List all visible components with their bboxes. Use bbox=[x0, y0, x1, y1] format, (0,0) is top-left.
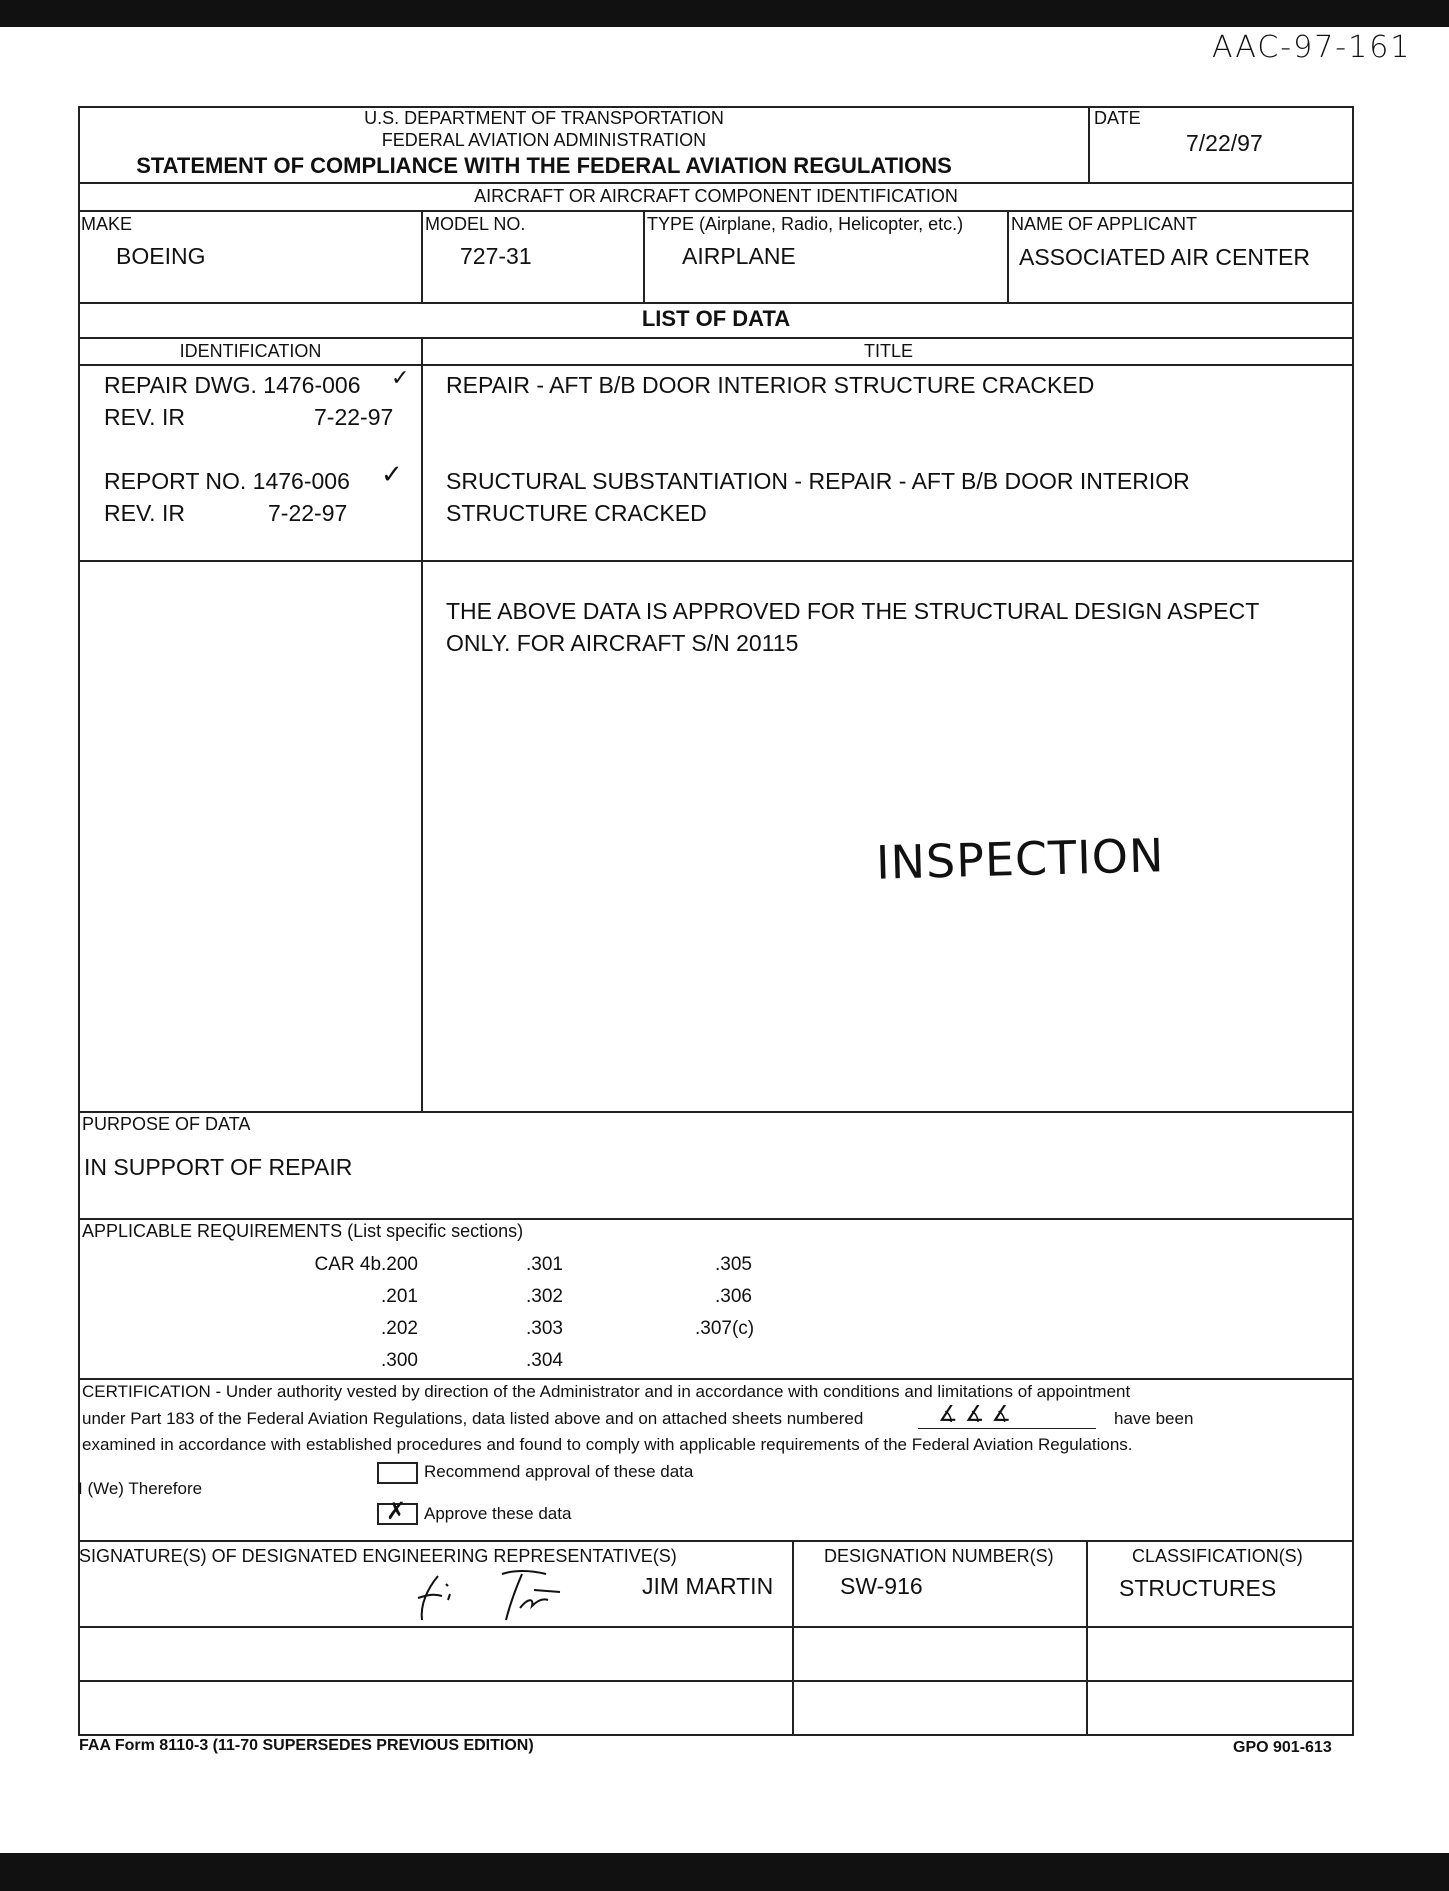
designation-number: SW-916 bbox=[840, 1573, 923, 1599]
certification-line2-suffix: have been bbox=[1114, 1409, 1194, 1428]
approve-data-label: Approve these data bbox=[424, 1504, 572, 1523]
sheet-numbers: ∡ ∡ ∡ bbox=[938, 1402, 1012, 1427]
data-item-2-title-line2: STRUCTURE CRACKED bbox=[446, 500, 707, 526]
date-label: DATE bbox=[1094, 108, 1141, 128]
make-label: MAKE bbox=[81, 214, 133, 234]
requirement-section: .202 bbox=[381, 1318, 418, 1339]
certification-line2: under Part 183 of the Federal Aviation Regulations, data listed above and on attached sheets numbered bbox=[82, 1409, 864, 1428]
check-mark: ✓ bbox=[381, 460, 403, 490]
requirement-section: .304 bbox=[526, 1350, 563, 1371]
handwritten-doc-ref: AAC-97-161 bbox=[1212, 30, 1412, 65]
data-item-1-rev-date: 7-22-97 bbox=[314, 404, 394, 430]
applicant-value: ASSOCIATED AIR CENTER bbox=[1019, 244, 1310, 270]
certification-line1: CERTIFICATION - Under authority vested by direction of the Administrator and in accordance with conditions and limitations of appointment bbox=[82, 1382, 1131, 1401]
dept-name: U.S. DEPARTMENT OF TRANSPORTATION bbox=[364, 108, 724, 128]
list-of-data-heading: LIST OF DATA bbox=[641, 306, 791, 331]
scan-top-edge bbox=[0, 0, 1449, 27]
check-mark: ✓ bbox=[391, 366, 410, 391]
certification-line3: examined in accordance with established procedures and found to comply with applicable requirements of the Federal Aviation Regulations. bbox=[82, 1435, 1133, 1454]
purpose-value: IN SUPPORT OF REPAIR bbox=[84, 1154, 353, 1180]
data-item-1-rev-label: REV. IR bbox=[104, 404, 185, 430]
approval-note-line2: ONLY. FOR AIRCRAFT S/N 20115 bbox=[446, 630, 799, 656]
requirement-section: .306 bbox=[715, 1286, 752, 1307]
title-column-header: TITLE bbox=[863, 341, 913, 361]
type-label: TYPE (Airplane, Radio, Helicopter, etc.) bbox=[647, 214, 964, 234]
approval-note-line1: THE ABOVE DATA IS APPROVED FOR THE STRUCTURAL DESIGN ASPECT bbox=[446, 598, 1260, 624]
requirement-section: .307(c) bbox=[695, 1318, 755, 1339]
model-label: MODEL NO. bbox=[425, 214, 526, 234]
data-item-1-id: REPAIR DWG. 1476-006 bbox=[104, 372, 361, 398]
identification-column-header: IDENTIFICATION bbox=[179, 341, 322, 361]
requirement-section: .300 bbox=[381, 1350, 418, 1371]
inspection-stamp: INSPECTION bbox=[875, 828, 1166, 890]
make-value: BOEING bbox=[116, 243, 206, 269]
sheets-underline bbox=[918, 1428, 1096, 1429]
requirement-section: .302 bbox=[526, 1286, 563, 1307]
type-value: AIRPLANE bbox=[682, 243, 796, 269]
classification-value: STRUCTURES bbox=[1119, 1575, 1277, 1601]
requirement-section: .301 bbox=[526, 1254, 563, 1275]
data-item-2-rev-date: 7-22-97 bbox=[268, 500, 348, 526]
recommend-approval-label: Recommend approval of these data bbox=[424, 1462, 694, 1481]
handwritten-signature bbox=[410, 1568, 590, 1624]
form-identifier: FAA Form 8110-3 (11-70 SUPERSEDES PREVIOUS EDITION) bbox=[79, 1737, 534, 1754]
data-item-2-id: REPORT NO. 1476-006 bbox=[104, 468, 350, 494]
model-value: 727-31 bbox=[460, 243, 532, 269]
gpo-number: GPO 901-613 bbox=[1233, 1739, 1332, 1756]
data-item-2-title-line1: SRUCTURAL SUBSTANTIATION - REPAIR - AFT B/B DOOR INTERIOR bbox=[446, 468, 1190, 494]
approve-check-mark: ✗ bbox=[386, 1497, 407, 1525]
form-title: STATEMENT OF COMPLIANCE WITH THE FEDERAL AVIATION REGULATIONS bbox=[136, 153, 952, 178]
data-item-2-rev-label: REV. IR bbox=[104, 500, 185, 526]
rule bbox=[78, 182, 1354, 184]
agency-name: FEDERAL AVIATION ADMINISTRATION bbox=[381, 130, 707, 150]
signature-column-header: SIGNATURE(S) OF DESIGNATED ENGINEERING REPRESENTATIVE(S) bbox=[79, 1546, 677, 1566]
aircraft-section-label: AIRCRAFT OR AIRCRAFT COMPONENT IDENTIFICATION bbox=[474, 186, 958, 206]
date-value: 7/22/97 bbox=[1186, 130, 1263, 156]
data-item-1-title: REPAIR - AFT B/B DOOR INTERIOR STRUCTURE CRACKED bbox=[446, 372, 1095, 398]
purpose-label: PURPOSE OF DATA bbox=[82, 1114, 251, 1134]
recommend-approval-checkbox[interactable] bbox=[377, 1462, 418, 1484]
scan-bottom-edge bbox=[0, 1853, 1449, 1891]
requirement-section: .303 bbox=[526, 1318, 563, 1339]
requirement-section: .305 bbox=[715, 1254, 752, 1275]
requirement-section: CAR 4b.200 bbox=[314, 1254, 418, 1275]
requirement-section: .201 bbox=[381, 1286, 418, 1307]
requirements-label: APPLICABLE REQUIREMENTS (List specific sections) bbox=[82, 1221, 524, 1241]
applicant-label: NAME OF APPLICANT bbox=[1011, 214, 1198, 234]
designation-column-header: DESIGNATION NUMBER(S) bbox=[824, 1546, 1054, 1566]
representative-name: JIM MARTIN bbox=[642, 1573, 774, 1599]
therefore-label: I (We) Therefore bbox=[78, 1479, 203, 1498]
classification-column-header: CLASSIFICATION(S) bbox=[1132, 1546, 1303, 1566]
